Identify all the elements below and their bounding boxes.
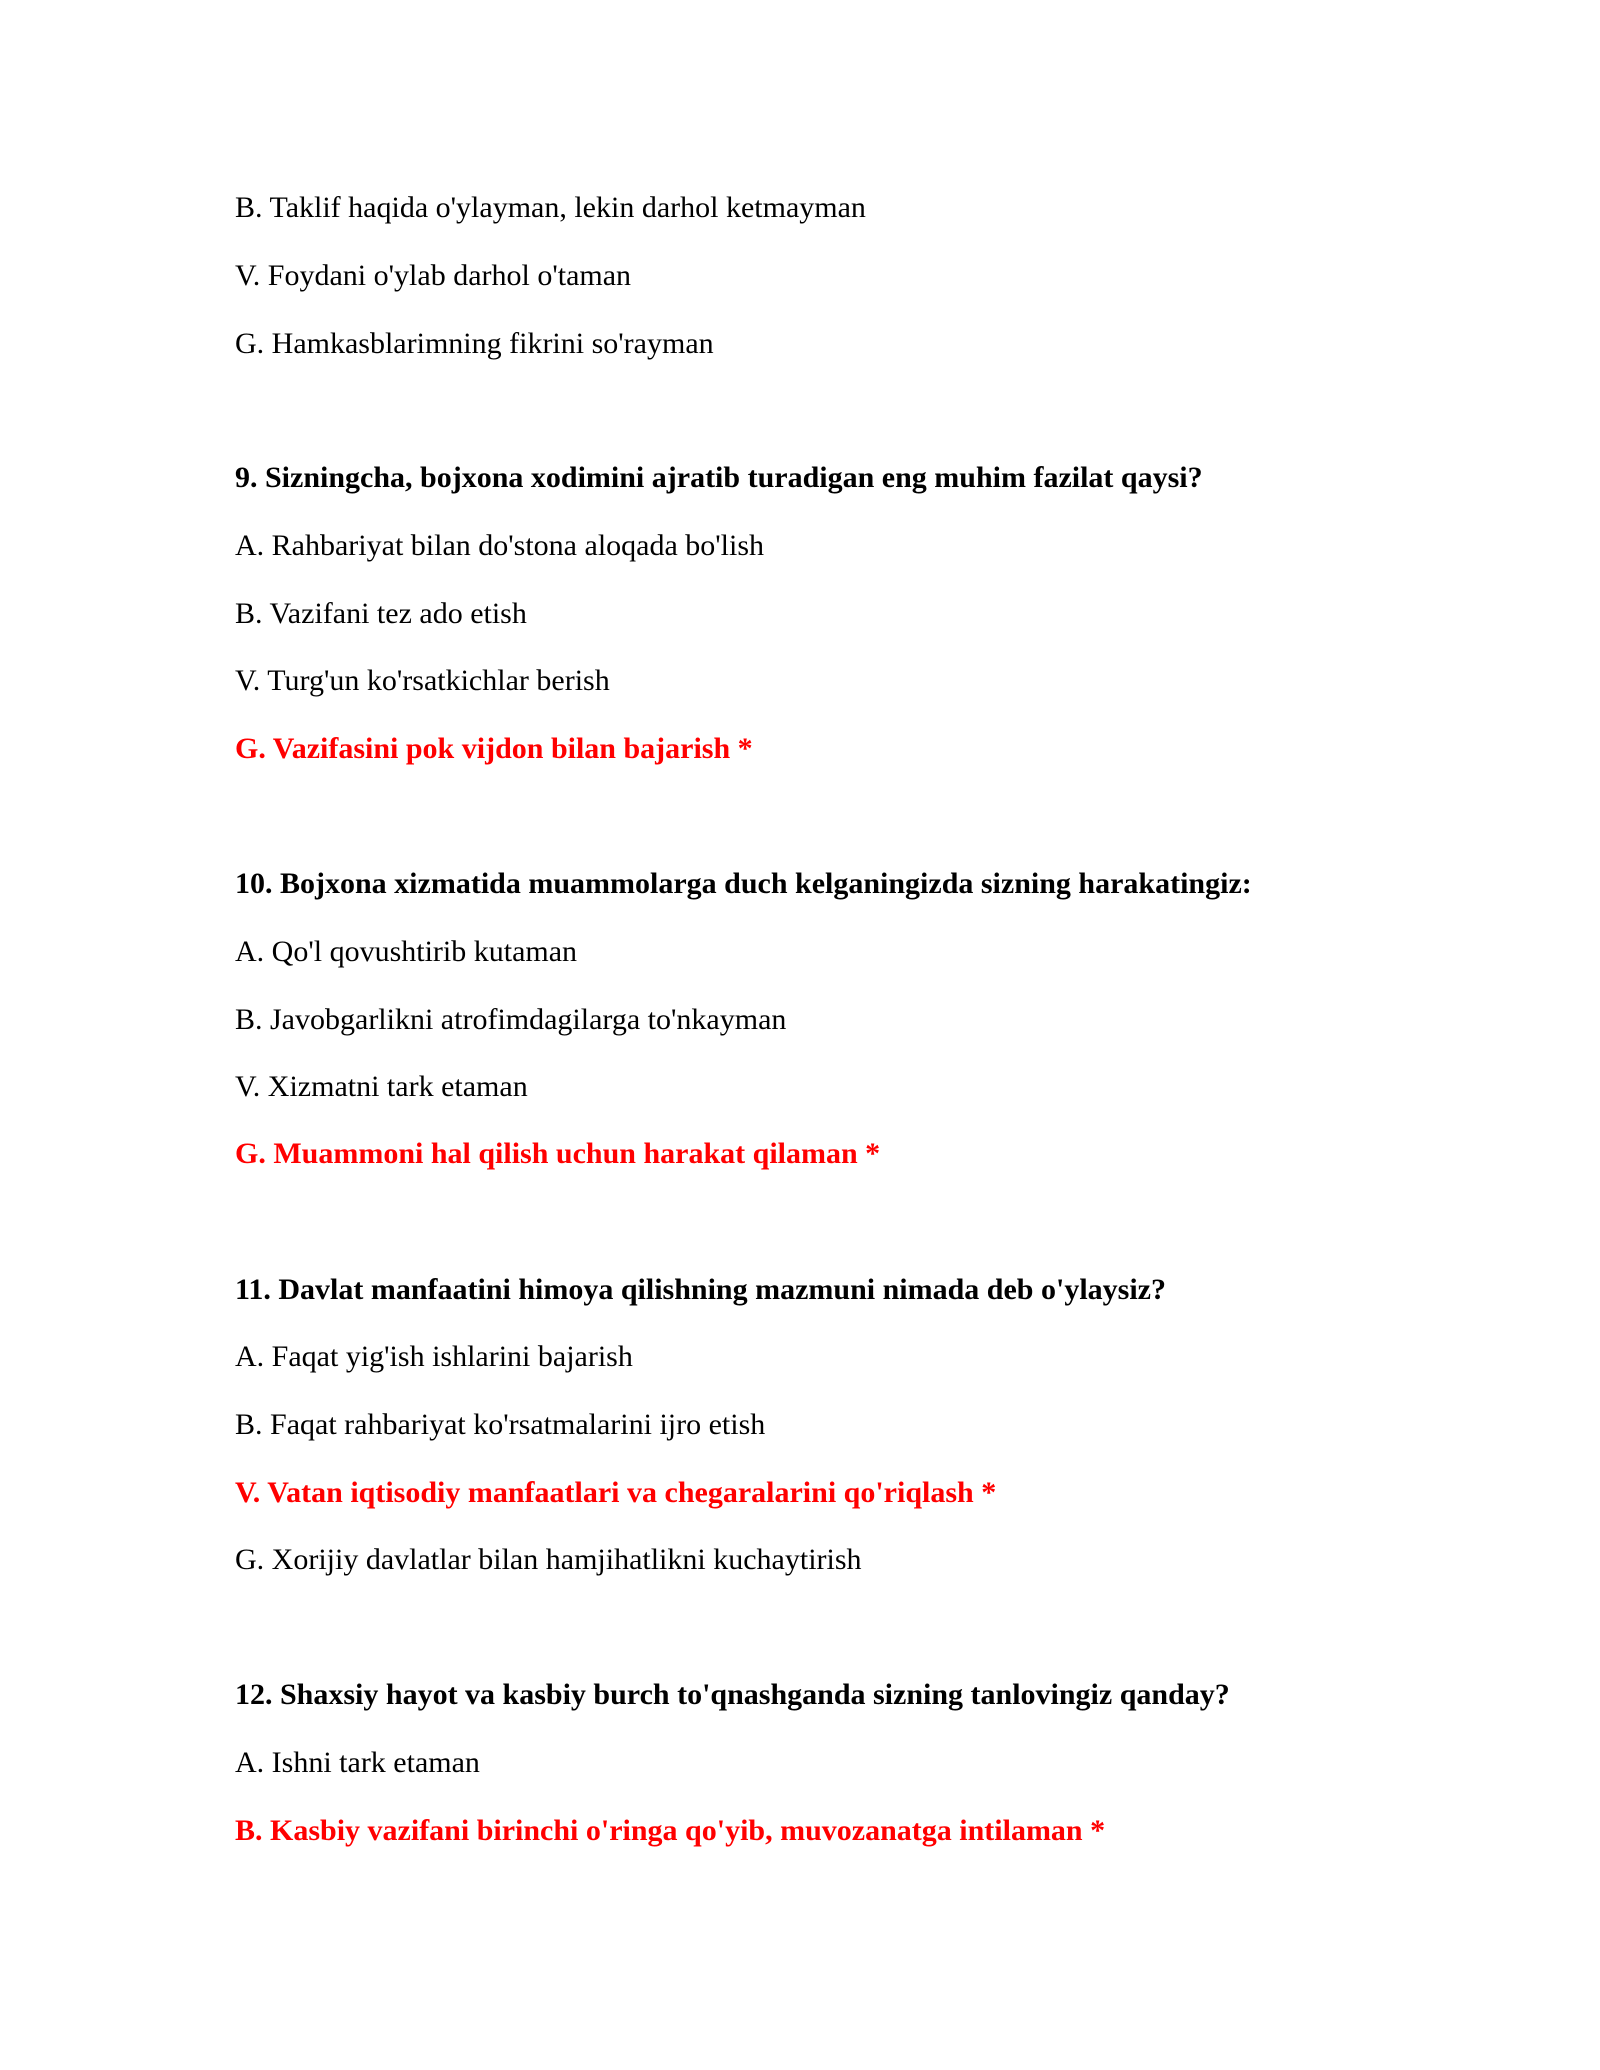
option-q10-v: V. Xizmatni tark etaman (235, 1070, 528, 1103)
option-q10-a: A. Qo'l qovushtirib kutaman (235, 935, 578, 968)
question-12: 12. Shaxsiy hayot va kasbiy burch to'qnashganda sizning tanlovingiz qanday? (235, 1678, 1230, 1711)
option-q9-a: A. Rahbariyat bilan do'stona aloqada bo'lish (235, 529, 765, 562)
question-11: 11. Davlat manfaatini himoya qilishning mazmuni nimada deb o'ylaysiz? (235, 1273, 1166, 1306)
option-q10-g-correct: G. Muammoni hal qilish uchun harakat qilaman * (235, 1137, 881, 1170)
option-q11-a: A. Faqat yig'ish ishlarini bajarish (235, 1340, 633, 1373)
option-q8-v: V. Foydani o'ylab darhol o'taman (235, 259, 632, 292)
option-q12-a: A. Ishni tark etaman (235, 1746, 480, 1779)
option-q9-v: V. Turg'un ko'rsatkichlar berish (235, 664, 610, 697)
option-q9-b: B. Vazifani tez ado etish (235, 597, 527, 630)
option-q10-b: B. Javobgarlikni atrofimdagilarga to'nkayman (235, 1003, 787, 1036)
option-q9-g-correct: G. Vazifasini pok vijdon bilan bajarish * (235, 732, 753, 765)
option-q8-g: G. Hamkasblarimning fikrini so'rayman (235, 327, 714, 360)
question-10: 10. Bojxona xizmatida muammolarga duch kelganingizda sizning harakatingiz: (235, 867, 1252, 900)
option-q8-b: B. Taklif haqida o'ylayman, lekin darhol ketmayman (235, 191, 866, 224)
question-9: 9. Sizningcha, bojxona xodimini ajratib turadigan eng muhim fazilat qaysi? (235, 461, 1203, 494)
option-q11-b: B. Faqat rahbariyat ko'rsatmalarini ijro etish (235, 1408, 766, 1441)
option-q11-g: G. Xorijiy davlatlar bilan hamjihatlikni kuchaytirish (235, 1543, 862, 1576)
option-q12-b-correct: B. Kasbiy vazifani birinchi o'ringa qo'yib, muvozanatga intilaman * (235, 1814, 1106, 1847)
option-q11-v-correct: V. Vatan iqtisodiy manfaatlari va chegaralarini qo'riqlash * (235, 1476, 997, 1509)
